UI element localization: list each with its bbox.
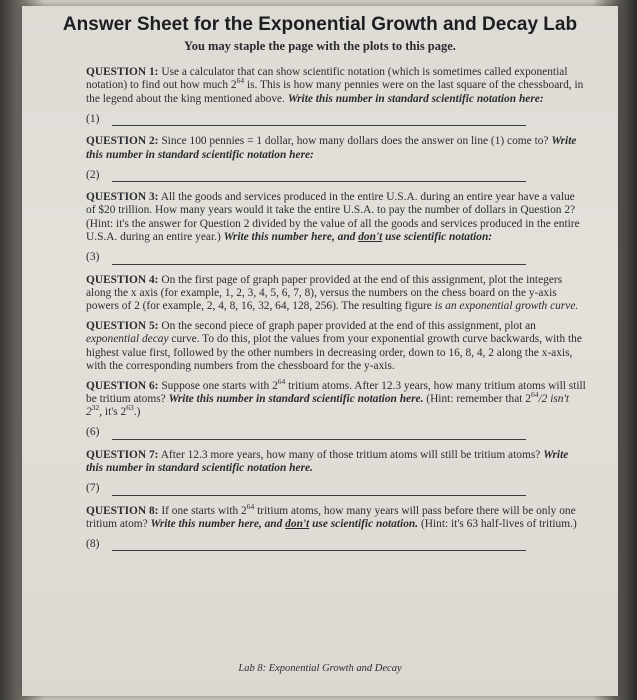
question-6: QUESTION 6: Suppose one starts with $2^{64}$ tritium atoms. After 12.3 years, how many tritium atoms will still be tritium atoms? Write this number in standard scientific notation here. (Hint: remember that $2^{64}/2$ isn't $2^{32}$, it's $2^{63}$.) bbox=[86, 376, 586, 419]
question-8: QUESTION 8: If one starts with $2^{64}$ tritium atoms, how many years will pass before there will be only one tritium atom? Write this number here, and don't use scientific notation. (Hint: it's 63 half-lives of tritium.) bbox=[86, 501, 577, 530]
page-title: Answer Sheet for the Exponential Growth and Decay Lab bbox=[62, 14, 578, 35]
question-5: QUESTION 5: On the second piece of graph paper provided at the end of this assignment, plot an exponential decay curve. To do this, plot the values from your exponential growth curve backwards, with the highest value first, followed by the other numbers in decreasing order, down to 16, 8, 4, 2 along the x-axis, with the corresponding numbers from the chessboard for the y-axis. bbox=[86, 319, 582, 373]
answer-line-6[interactable]: (6) bbox=[86, 426, 586, 440]
page-subtitle: You may staple the page with the plots to this page. bbox=[184, 39, 456, 53]
answer-line-1[interactable]: (1) bbox=[86, 112, 586, 126]
questions-list bbox=[86, 66, 586, 560]
question-4: QUESTION 4: On the first page of graph paper provided at the end of this assignment, plot the integers along the x axis (for example, 1, 2, 3, 4, 5, 6, 7, 8), versus the numbers on the chess board on the y-axis powers of 2 (for example, 2, 4, 8, 16, 32, 64, 128, 256). The resulting figure is an exponential growth curve. bbox=[86, 273, 579, 313]
page-footer: Lab 8: Exponential Growth and Decay bbox=[238, 663, 402, 674]
answer-line-2[interactable]: (2) bbox=[86, 168, 586, 182]
question-2: QUESTION 2: Since 100 pennies = 1 dollar, how many dollars does the answer on line (1) come to? Write this number in standard scientific notation here: bbox=[86, 135, 577, 161]
answer-sheet-page bbox=[22, 6, 618, 696]
answer-line-7[interactable]: (7) bbox=[86, 482, 586, 496]
answer-line-8[interactable]: (8) bbox=[86, 537, 586, 551]
question-1: QUESTION 1: Use a calculator that can show scientific notation (which is sometimes called exponential notation) to find out how much $2^{64}$ is. This is how many pennies were on the last square of the chessboard, in the legend about the king mentioned above. Write this number in standard scientific notation here: bbox=[86, 66, 584, 105]
question-7: QUESTION 7: After 12.3 more years, how many of those tritium atoms will still be tritium atoms? Write this number in standard scientific notation here. bbox=[86, 448, 569, 475]
question-3: QUESTION 3: All the goods and services produced in the entire U.S.A. during an entire year have a value of $20 trillion. How many years would it take the entire U.S.A. to pay the number of dollars in Question 2? (Hint: it's the answer for Question 2 divided by the value of all the goods and services produced in the entire U.S.A. during an entire year.) Write this number here, and don't use scientific notation: bbox=[86, 191, 580, 244]
answer-line-3[interactable]: (3) bbox=[86, 251, 586, 265]
